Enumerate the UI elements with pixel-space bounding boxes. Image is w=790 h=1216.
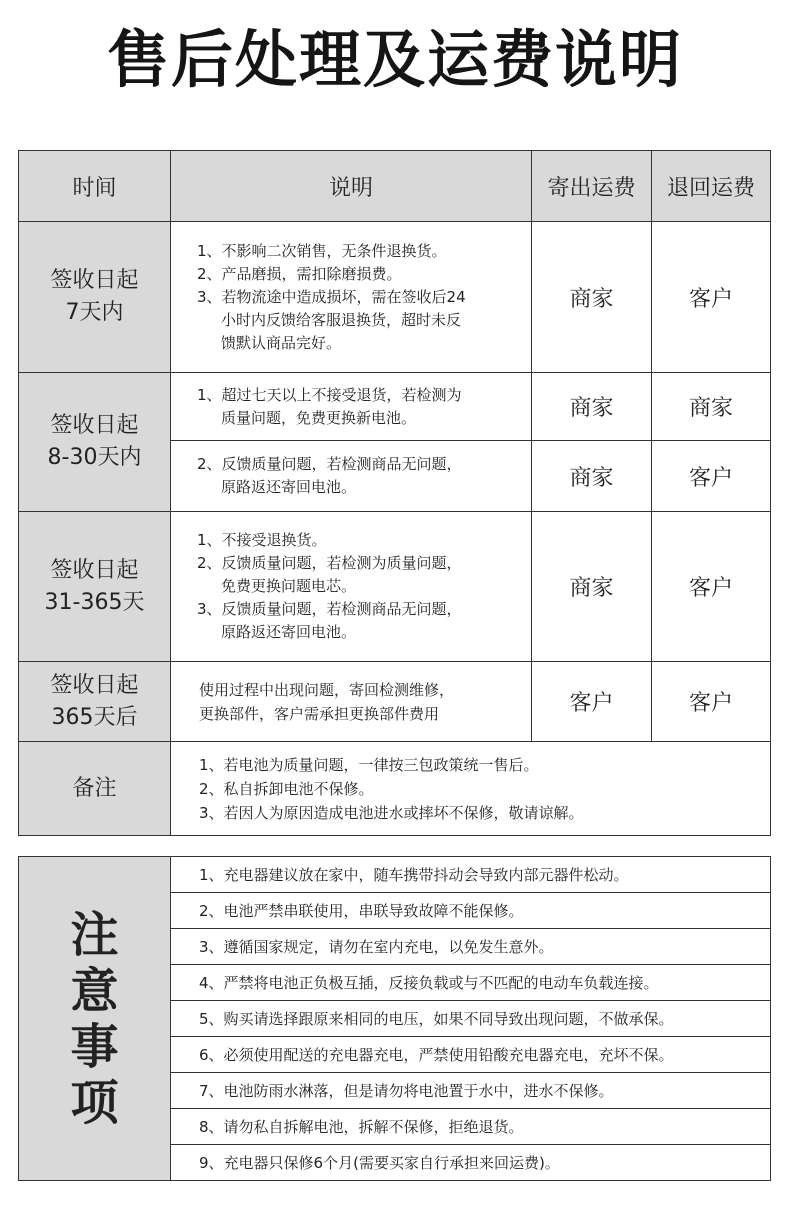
desc-line: 原路返还寄回电池。 <box>221 623 357 641</box>
desc-cell <box>171 441 532 512</box>
precautions-label <box>19 857 171 1181</box>
table-row <box>19 512 771 662</box>
note-item: 4、严禁将电池正负极互插，反接负载或与不匹配的电动车负载连接。 <box>171 965 771 1001</box>
send-fee-cell: 客户 <box>532 662 652 742</box>
desc-line: 小时内反馈给客服退换货，超时未反 <box>221 310 462 329</box>
time-label-line2: 8-30天内 <box>47 445 142 470</box>
desc-cell <box>171 512 532 662</box>
return-fee-cell: 客户 <box>652 662 771 742</box>
remark-line: 1、若电池为质量问题，一律按三包政策统一售后。 <box>199 755 539 774</box>
precautions-label-char: 事 <box>70 1018 119 1075</box>
return-fee-cell: 客户 <box>652 441 771 512</box>
desc-line: 2、反馈质量问题，若检测为质量问题， <box>197 554 462 572</box>
time-cell-31-365days <box>19 512 171 662</box>
note-row <box>19 857 771 893</box>
precautions-table <box>18 856 771 1181</box>
time-label-line1: 签收日起 <box>50 413 139 438</box>
precautions-label-char: 注 <box>70 906 119 963</box>
note-item: 2、电池严禁串联使用，串联导致故障不能保修。 <box>171 893 771 929</box>
send-fee-cell: 商家 <box>532 512 652 662</box>
send-fee-cell: 商家 <box>532 373 652 441</box>
note-item: 6、必须使用配送的充电器充电，严禁使用铅酸充电器充电，充坏不保。 <box>171 1037 771 1073</box>
header-return-fee: 退回运费 <box>652 151 771 222</box>
desc-line: 1、不接受退换货。 <box>197 531 327 549</box>
table-row <box>19 662 771 742</box>
desc-line: 3、反馈质量问题，若检测商品无问题， <box>197 600 462 618</box>
remark-row <box>19 742 771 836</box>
return-fee-cell: 客户 <box>652 222 771 373</box>
remark-line: 3、若因人为原因造成电池进水或摔坏不保修，敬请谅解。 <box>199 803 584 822</box>
note-item: 7、电池防雨水淋落，但是请勿将电池置于水中，进水不保修。 <box>171 1073 771 1109</box>
after-sales-policy-table <box>18 150 771 836</box>
time-cell-8-30days <box>19 373 171 512</box>
desc-line: 免费更换问题电芯。 <box>221 577 357 595</box>
desc-line: 质量问题，免费更换新电池。 <box>221 408 417 427</box>
time-label-line1: 签收日起 <box>50 672 139 698</box>
desc-cell <box>171 662 532 742</box>
table-row <box>19 222 771 373</box>
time-label-line1: 签收日起 <box>50 268 139 293</box>
note-item: 1、充电器建议放在家中，随车携带抖动会导致内部元器件松动。 <box>171 857 771 893</box>
time-label-line2: 7天内 <box>65 300 124 325</box>
desc-line: 1、不影响二次销售，无条件退换货。 <box>197 241 447 260</box>
desc-line: 馈默认商品完好。 <box>221 333 342 352</box>
time-label-line2: 31-365天 <box>44 589 145 615</box>
send-fee-cell: 商家 <box>532 441 652 512</box>
desc-cell <box>171 373 532 441</box>
desc-line: 1、超过七天以上不接受退货，若检测为 <box>197 385 462 404</box>
return-fee-cell: 客户 <box>652 512 771 662</box>
desc-cell <box>171 222 532 373</box>
remark-cell <box>171 742 771 836</box>
desc-line: 2、反馈质量问题，若检测商品无问题， <box>197 455 462 473</box>
time-label-line1: 签收日起 <box>50 557 139 583</box>
desc-line: 原路返还寄回电池。 <box>221 478 357 496</box>
desc-line: 使用过程中出现问题，寄回检测维修， <box>199 680 455 699</box>
send-fee-cell: 商家 <box>532 222 652 373</box>
note-item: 8、请勿私自拆解电池，拆解不保修，拒绝退货。 <box>171 1109 771 1145</box>
desc-line: 更换部件，客户需承担更换部件费用 <box>199 704 440 723</box>
page-title: 售后处理及运费说明 <box>106 23 683 96</box>
remark-line: 2、私自拆卸电池不保修。 <box>199 779 374 798</box>
table-header-row <box>19 151 771 222</box>
desc-line: 3、若物流途中造成损坏，需在签收后24 <box>197 287 466 306</box>
note-item: 3、遵循国家规定，请勿在室内充电，以免发生意外。 <box>171 929 771 965</box>
note-item: 9、充电器只保修6个月(需要买家自行承担来回运费)。 <box>171 1145 771 1181</box>
precautions-label-char: 项 <box>70 1074 119 1131</box>
header-time: 时间 <box>19 151 171 222</box>
table-row <box>19 373 771 441</box>
note-item: 5、购买请选择跟原来相同的电压，如果不同导致出现问题，不做承保。 <box>171 1001 771 1037</box>
time-label-line2: 365天后 <box>51 704 138 730</box>
precautions-label-char: 意 <box>70 962 119 1019</box>
remark-label: 备注 <box>19 742 171 836</box>
time-cell-after-365days <box>19 662 171 742</box>
return-fee-cell: 商家 <box>652 373 771 441</box>
header-send-fee: 寄出运费 <box>532 151 652 222</box>
time-cell-7days <box>19 222 171 373</box>
header-desc: 说明 <box>171 151 532 222</box>
desc-line: 2、产品磨损，需扣除磨损费。 <box>197 264 402 283</box>
